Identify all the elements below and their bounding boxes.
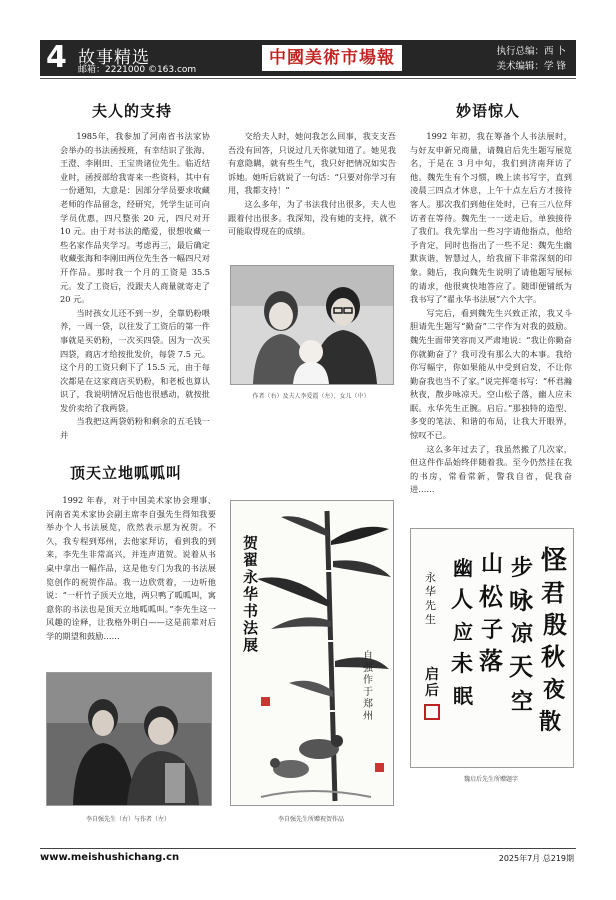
svg-text:先: 先 xyxy=(425,599,436,612)
paragraph: 写完后，看到魏先生兴致正浓，我又斗胆请先生题写“勤奋”二字作为对我的鼓励。魏先生面带笑容而又严肃地说：“我让你勤奋你就勤奋了？我可没有那么大的本事。我给你写幅字，你如果能从中受到启发，不让你勤奋我也当不了家。”说完挥毫书写：“杯君瀚秋夜，散步咏凉天。空山松子落，幽人应未眠。永华先生正腕。启后。”那独特的造型、多变的笔法、和谐的布局，让我大开眼界，惊叹不已。 xyxy=(410,307,572,441)
paragraph: 交给夫人时，她问我怎么回事，我支支吾吾没有回答，只说过几天你就知道了。她见我有意隐瞒，就有些生气，我只好把情况如实告诉她。她听后就说了一句话：“只要对你学习有用，我都支持！” xyxy=(228,131,396,196)
article-support-col1 xyxy=(60,130,210,443)
editor-credits xyxy=(496,44,566,74)
paragraph: 1992 年初，我在筹备个人书法展时，与好友申新兄商量，请魏启后先生题写展览名，于是在 3 月中旬，我们到济南拜访了他。魏先生有个习惯，晚上读书写字，直到凌晨三四点才休息，上午十点左后方才接待客人。那次我们到他住处时，已有三八位拜访者在等待。魏先生一一送走后，单独接待了我们。我先掌出一些习字请他指点，他给予肯定，同时也指出了一些不足：魏先生幽默诙谐，智慧过人，给我留下非常深刻的印象。随后，我向魏先生说明了请他题写展标的请求，他很爽快地答应了。随即便铺纸为我书写了“翟永华书法展”六个大字。 xyxy=(410,131,572,305)
svg-text:落: 落 xyxy=(479,646,503,675)
svg-text:未: 未 xyxy=(451,651,474,677)
svg-text:怪: 怪 xyxy=(541,546,568,576)
paragraph: 这么多年，为了书法我付出很多，夫人也跟着付出很多。我深知，没有她的支持，就不可能取得现在的成绩。 xyxy=(228,198,396,237)
painting-signature: 自强作于郑州 xyxy=(363,651,373,722)
article-bamboo-col xyxy=(46,494,216,644)
calligraphy-artwork-image xyxy=(411,529,573,767)
svg-text:散: 散 xyxy=(539,709,562,735)
visit-photo-caption: 李自强先生（右）与作者（左） xyxy=(85,816,170,823)
painting-inscription: 贺翟永华书法展 xyxy=(243,534,259,654)
svg-text:后: 后 xyxy=(425,683,439,699)
svg-text:空: 空 xyxy=(511,689,534,715)
calligraphy-caption: 魏启后先生所赠题字 xyxy=(463,776,518,783)
svg-text:华: 华 xyxy=(425,585,436,598)
article-title-bamboo: 顶天立地呱呱叫 xyxy=(70,464,183,482)
family-photo xyxy=(230,265,394,385)
visit-photo-image xyxy=(47,673,211,805)
page-header xyxy=(40,40,576,76)
paragraph: 1992 年春，对于中国美术家协会理事、河南省美术家协会副主席李自强先生得知我要举办个人书法展览，欣然表示愿为祝贺。不久，我专程到郑州，去他家拜访，看到我的到来，李先生非常高兴，并连声道贺。说着从书桌中拿出一幅作品，这是他专门为我的书法展览创作的祝贺作品。我一边欣赏着，一边听他说：“一杆竹子顶天立地，两只鸭了呱呱叫，寓意你的书法也是顶天立地呱呱叫。”李先生这一风趣的诠释，让我格外明白——这是前辈对后学的期望和鼓励…… xyxy=(46,495,216,641)
bamboo-painting-caption: 李自强先生所赠祝贺作品 xyxy=(277,816,344,823)
masthead-logo: 中國美術市場報 xyxy=(262,45,402,71)
svg-text:山: 山 xyxy=(481,551,504,577)
svg-text:幽: 幽 xyxy=(453,556,473,580)
calligraphy-artwork xyxy=(410,528,574,768)
svg-text:步: 步 xyxy=(511,555,534,581)
paragraph: 当我把这两袋奶粉和剩余的五毛钱一并 xyxy=(60,416,210,441)
footer-divider xyxy=(40,848,576,849)
chief-editor: 执行总编：西 卜 xyxy=(496,46,566,57)
article-support-col2 xyxy=(228,130,396,239)
article-title-witty: 妙语惊人 xyxy=(456,102,521,120)
paragraph: 1985年，我参加了河南省书法家协会举办的书法函授班，有幸结识了张海、王澄、李刚田、王宝贵诸位先生。临近结业时，函授部给我寄来一些资料，其中有一份通知，大意是：因部分学员要求收藏老师的作品留念，经研究，凭学生证可向学员优惠，四尺整张 20 元，四尺对开 10 元。由于对书法的酷爱，很想收藏一些名家作品夹学习。考虑再三，最后确定收藏张海和李刚田两位先生各一幅四尺对开作品。那时我一个月的工资是 35.5元。发了工资后，没跟夫人商量就寄走了 20 元。 xyxy=(60,131,210,305)
page-number: 4 xyxy=(46,40,67,75)
paragraph: 当时孩女儿还不到一岁，全靠奶粉喂养，一周一袋，以往发了工资后的第一件事就是买奶粉，一次买四袋。因为一次买四袋，商店才给按批发价，每袋 7.5 元。这个月的工资只剩下了 15.5 元，由于每次都是在这家商店买奶粉，和老板也算认识了，我说明情况后他也很感动，就按批发价卖给了我两袋。 xyxy=(60,307,210,413)
footer-website-link[interactable]: www.meishushichang.cn xyxy=(40,852,180,863)
email-address: 邮箱：2221000 ©163.com xyxy=(78,65,197,75)
article-witty-col xyxy=(410,130,572,497)
svg-text:君: 君 xyxy=(541,578,565,607)
svg-text:人: 人 xyxy=(451,587,474,613)
svg-text:天: 天 xyxy=(509,652,533,681)
svg-text:秋: 秋 xyxy=(541,642,565,671)
svg-text:夜: 夜 xyxy=(543,677,566,703)
svg-text:永: 永 xyxy=(425,571,436,584)
svg-text:启: 启 xyxy=(425,667,439,683)
svg-text:生: 生 xyxy=(425,613,436,626)
svg-text:眠: 眠 xyxy=(453,684,473,708)
section-title: 故事精选 xyxy=(78,48,150,68)
article-title-support: 夫人的支持 xyxy=(92,102,173,120)
visit-photo xyxy=(46,672,212,806)
svg-text:凉: 凉 xyxy=(511,621,534,647)
art-editor: 美术编辑：学 锋 xyxy=(496,61,566,72)
svg-text:应: 应 xyxy=(453,620,473,644)
svg-text:子: 子 xyxy=(481,617,504,643)
svg-text:殷: 殷 xyxy=(543,610,567,639)
bamboo-painting xyxy=(230,500,394,806)
svg-text:咏: 咏 xyxy=(509,586,533,615)
footer-issue-info: 2025年7月 总219期 xyxy=(498,854,574,863)
family-photo-caption: 作者（右）及夫人李爱霞（左）、女儿（中） xyxy=(252,393,370,400)
family-photo-image xyxy=(231,266,393,384)
svg-text:松: 松 xyxy=(479,582,503,611)
header-divider xyxy=(40,78,576,79)
paragraph: 这么多年过去了，我虽然搬了几次家，但这件作品始终伴随着我。至今仍然挂在我的书房，常看常新，警我自省，促我奋进…… xyxy=(410,443,572,495)
